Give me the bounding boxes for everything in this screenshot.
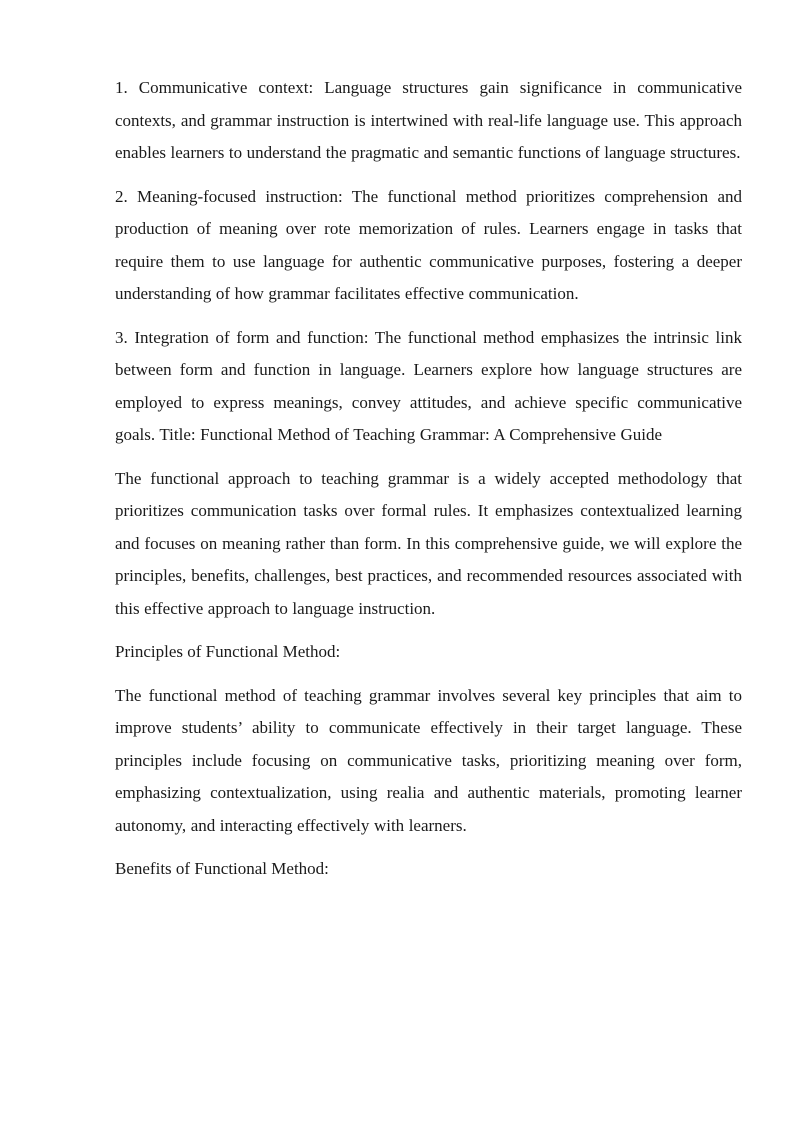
paragraph-functional-approach-intro: The functional approach to teaching grammar is a widely accepted methodology that prioritizes communication tasks over formal rules. It emphasizes contextualized learning and focuses on meaning rather than form. In this comprehensive guide, we will explore the principles, benefits, challenges, best practices, and recommended resources associated with this effective approach to language instruction.: [115, 468, 742, 618]
paragraph-communicative-context: 1. Communicative context: Language structures gain significance in communicative contexts, and grammar instruction is intertwined with real-life language use. This approach enables learners to understand the pragmatic and semantic functions of language structures.: [115, 78, 742, 162]
heading-benefits: Benefits of Functional Method:: [115, 859, 329, 878]
paragraph-meaning-focused-instruction: 2. Meaning-focused instruction: The functional method prioritizes comprehension and production of meaning over rote memorization of rules. Learners engage in tasks that require them to use language for authentic communicative purposes, fostering a deeper understanding of how grammar facilitates effective communication.: [115, 186, 742, 303]
paragraph-integration-form-function: 3. Integration of form and function: The functional method emphasizes the intrinsic link between form and function in language. Learners explore how language structures are employed to express meanings, convey attitudes, and achieve specific communicative goals. Title: Functional Method of Teaching Grammar: A Comprehensive Guide: [115, 327, 742, 444]
document-body: [115, 72, 742, 897]
paragraph-principles: The functional method of teaching grammar involves several key principles that aim to improve students’ ability to communicate effectively in their target language. These principles include focusing on communicative tasks, prioritizing meaning over form, emphasizing contextualization, using realia and authentic materials, promoting learner autonomy, and interacting effectively with learners.: [115, 685, 742, 835]
heading-principles: Principles of Functional Method:: [115, 642, 341, 661]
